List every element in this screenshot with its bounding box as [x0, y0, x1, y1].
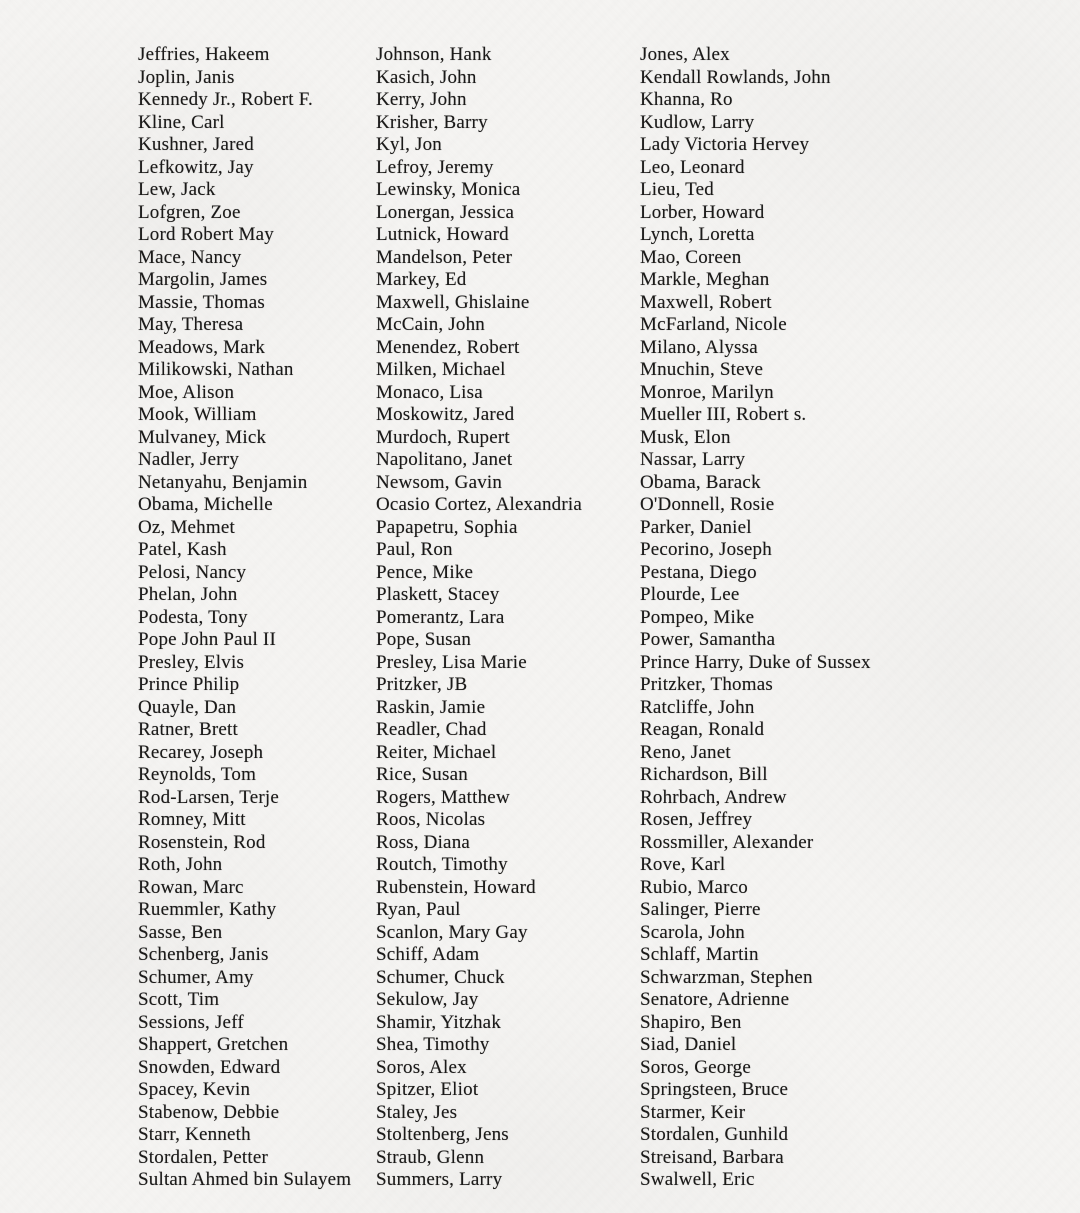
list-item: Lefkowitz, Jay	[138, 156, 254, 178]
list-item: Summers, Larry	[376, 1169, 503, 1190]
list-item: Readler, Chad	[376, 719, 487, 740]
list-item: Plourde, Lee	[640, 584, 740, 605]
list-item: Menendez, Robert	[376, 336, 520, 358]
list-item: Joplin, Janis	[138, 66, 235, 88]
list-item: McCain, John	[376, 314, 486, 335]
list-item: Scanlon, Mary Gay	[376, 921, 528, 943]
list-item: Phelan, John	[138, 584, 238, 605]
list-item: Reiter, Michael	[376, 741, 497, 763]
list-item: Stordalen, Gunhild	[640, 1124, 789, 1145]
list-item: Swalwell, Eric	[640, 1169, 755, 1190]
list-item: Massie, Thomas	[138, 291, 265, 313]
list-item: Roos, Nicolas	[376, 809, 486, 830]
list-item: Rosen, Jeffrey	[640, 809, 753, 830]
list-item: Ross, Diana	[376, 831, 471, 853]
list-item: Streisand, Barbara	[640, 1146, 784, 1168]
list-item: Ratcliffe, John	[640, 696, 755, 718]
list-item: Starmer, Keir	[640, 1101, 746, 1123]
list-item: Krisher, Barry	[376, 111, 488, 133]
list-item: Schwarzman, Stephen	[640, 966, 813, 988]
list-item: Schenberg, Janis	[138, 944, 269, 965]
list-item: Lew, Jack	[138, 179, 216, 200]
list-item: Kushner, Jared	[138, 134, 255, 155]
list-item: Presley, Elvis	[138, 651, 245, 673]
list-item: Moe, Alison	[138, 381, 235, 403]
name-column-first	[138, 44, 351, 1192]
list-item: Plaskett, Stacey	[376, 584, 500, 605]
list-item: Rove, Karl	[640, 854, 726, 875]
list-item: Pecorino, Joseph	[640, 539, 772, 560]
list-item: Milken, Michael	[376, 359, 506, 380]
list-item: Margolin, James	[138, 269, 268, 290]
list-item: Lord Robert May	[138, 224, 274, 245]
list-item: Monaco, Lisa	[376, 381, 483, 403]
list-item: Lorber, Howard	[640, 201, 765, 223]
list-item: Reagan, Ronald	[640, 719, 765, 740]
list-item: Newsom, Gavin	[376, 471, 503, 493]
list-item: Markle, Meghan	[640, 269, 770, 290]
list-item: Shapiro, Ben	[640, 1011, 742, 1033]
list-item: Starr, Kenneth	[138, 1124, 251, 1145]
list-item: Rod-Larsen, Terje	[138, 786, 280, 808]
list-item: Meadows, Mark	[138, 336, 266, 358]
list-item: Schumer, Amy	[138, 966, 254, 988]
list-item: Richardson, Bill	[640, 764, 768, 785]
list-item: Ratner, Brett	[138, 719, 238, 740]
list-item: Jeffries, Hakeem	[138, 44, 270, 65]
list-item: Schumer, Chuck	[376, 966, 505, 988]
list-item: Siad, Daniel	[640, 1034, 737, 1055]
list-item: Kline, Carl	[138, 111, 225, 133]
list-item: Paul, Ron	[376, 539, 453, 560]
list-item: Lefroy, Jeremy	[376, 156, 494, 178]
list-item: Papapetru, Sophia	[376, 516, 518, 538]
name-column-second	[376, 44, 582, 1192]
list-item: Obama, Barack	[640, 471, 761, 493]
list-item: Pritzker, Thomas	[640, 674, 773, 695]
list-item: Lieu, Ted	[640, 179, 714, 200]
list-item: Scarola, John	[640, 921, 745, 943]
list-item: Mueller III, Robert s.	[640, 404, 807, 425]
list-item: Rubenstein, Howard	[376, 876, 536, 898]
list-item: Schiff, Adam	[376, 944, 480, 965]
list-item: Milikowski, Nathan	[138, 359, 294, 380]
list-item: Rogers, Matthew	[376, 786, 510, 808]
list-item: Scott, Tim	[138, 989, 220, 1010]
list-item: Ocasio Cortez, Alexandria	[376, 494, 583, 515]
list-item: Pope John Paul II	[138, 629, 276, 650]
list-item: Shappert, Gretchen	[138, 1034, 289, 1055]
list-item: Presley, Lisa Marie	[376, 651, 527, 673]
list-item: Podesta, Tony	[138, 606, 248, 628]
list-item: Shamir, Yitzhak	[376, 1011, 502, 1033]
list-item: Patel, Kash	[138, 539, 227, 560]
list-item: Stoltenberg, Jens	[376, 1124, 509, 1145]
list-item: Mulvaney, Mick	[138, 426, 267, 448]
list-item: Milano, Alyssa	[640, 336, 758, 358]
list-item: Monroe, Marilyn	[640, 381, 774, 403]
list-item: Rubio, Marco	[640, 876, 748, 898]
list-item: Khanna, Ro	[640, 89, 733, 110]
list-item: Prince Harry, Duke of Sussex	[640, 651, 871, 673]
list-item: Parker, Daniel	[640, 516, 752, 538]
list-item: Rowan, Marc	[138, 876, 244, 898]
list-item: Rosenstein, Rod	[138, 831, 266, 853]
list-item: Maxwell, Robert	[640, 291, 772, 313]
list-item: Leo, Leonard	[640, 156, 745, 178]
list-item: Reno, Janet	[640, 741, 731, 763]
list-item: Markey, Ed	[376, 269, 467, 290]
list-item: Kerry, John	[376, 89, 467, 110]
list-item: Pope, Susan	[376, 629, 472, 650]
list-item: Soros, George	[640, 1056, 751, 1078]
list-item: Lutnick, Howard	[376, 224, 509, 245]
list-item: Reynolds, Tom	[138, 764, 257, 785]
list-item: Sasse, Ben	[138, 921, 223, 943]
list-item: Springsteen, Bruce	[640, 1079, 789, 1100]
list-item: Pence, Mike	[376, 561, 474, 583]
list-item: Lofgren, Zoe	[138, 201, 241, 223]
list-item: Ryan, Paul	[376, 899, 461, 920]
list-item: Moskowitz, Jared	[376, 404, 515, 425]
list-item: Lewinsky, Monica	[376, 179, 521, 200]
list-item: Shea, Timothy	[376, 1034, 490, 1055]
list-item: Pomerantz, Lara	[376, 606, 505, 628]
list-item: Romney, Mitt	[138, 809, 246, 830]
list-item: Netanyahu, Benjamin	[138, 471, 308, 493]
list-item: Rice, Susan	[376, 764, 468, 785]
list-item: May, Theresa	[138, 314, 244, 335]
list-item: Nadler, Jerry	[138, 449, 240, 470]
list-item: Mnuchin, Steve	[640, 359, 764, 380]
list-item: Raskin, Jamie	[376, 696, 486, 718]
list-item: Kudlow, Larry	[640, 111, 755, 133]
list-item: Nassar, Larry	[640, 449, 746, 470]
list-item: McFarland, Nicole	[640, 314, 787, 335]
list-item: Kennedy Jr., Robert F.	[138, 89, 313, 110]
list-item: O'Donnell, Rosie	[640, 494, 775, 515]
list-item: Pestana, Diego	[640, 561, 757, 583]
list-item: Snowden, Edward	[138, 1056, 281, 1078]
list-item: Lady Victoria Hervey	[640, 134, 810, 155]
list-item: Lonergan, Jessica	[376, 201, 515, 223]
list-item: Obama, Michelle	[138, 494, 273, 515]
list-item: Quayle, Dan	[138, 696, 237, 718]
list-item: Kendall Rowlands, John	[640, 66, 831, 88]
list-item: Sultan Ahmed bin Sulayem	[138, 1169, 352, 1190]
list-item: Prince Philip	[138, 674, 240, 695]
list-item: Staley, Jes	[376, 1101, 458, 1123]
list-item: Napolitano, Janet	[376, 449, 513, 470]
list-item: Stabenow, Debbie	[138, 1101, 280, 1123]
list-item: Salinger, Pierre	[640, 899, 761, 920]
list-item: Johnson, Hank	[376, 44, 492, 65]
list-item: Pelosi, Nancy	[138, 561, 247, 583]
list-item: Schlaff, Martin	[640, 944, 759, 965]
list-item: Maxwell, Ghislaine	[376, 291, 530, 313]
list-item: Soros, Alex	[376, 1056, 467, 1078]
list-item: Power, Samantha	[640, 629, 776, 650]
list-item: Recarey, Joseph	[138, 741, 264, 763]
list-item: Kyl, Jon	[376, 134, 442, 155]
list-item: Spacey, Kevin	[138, 1079, 251, 1100]
list-item: Musk, Elon	[640, 426, 731, 448]
list-item: Sessions, Jeff	[138, 1011, 244, 1033]
list-item: Rohrbach, Andrew	[640, 786, 787, 808]
list-item: Mace, Nancy	[138, 246, 242, 268]
list-item: Stordalen, Petter	[138, 1146, 269, 1168]
list-item: Sekulow, Jay	[376, 989, 479, 1010]
list-item: Jones, Alex	[640, 44, 730, 65]
name-column-third	[640, 44, 871, 1192]
list-item: Mandelson, Peter	[376, 246, 513, 268]
list-item: Rossmiller, Alexander	[640, 831, 814, 853]
list-item: Routch, Timothy	[376, 854, 508, 875]
list-item: Pritzker, JB	[376, 674, 468, 695]
list-item: Ruemmler, Kathy	[138, 899, 277, 920]
list-item: Roth, John	[138, 854, 223, 875]
list-item: Lynch, Loretta	[640, 224, 755, 245]
list-item: Senatore, Adrienne	[640, 989, 790, 1010]
list-item: Pompeo, Mike	[640, 606, 755, 628]
list-item: Spitzer, Eliot	[376, 1079, 479, 1100]
list-item: Oz, Mehmet	[138, 516, 235, 538]
list-item: Straub, Glenn	[376, 1146, 485, 1168]
list-item: Mook, William	[138, 404, 257, 425]
list-item: Kasich, John	[376, 66, 477, 88]
list-item: Mao, Coreen	[640, 246, 742, 268]
list-item: Murdoch, Rupert	[376, 426, 510, 448]
